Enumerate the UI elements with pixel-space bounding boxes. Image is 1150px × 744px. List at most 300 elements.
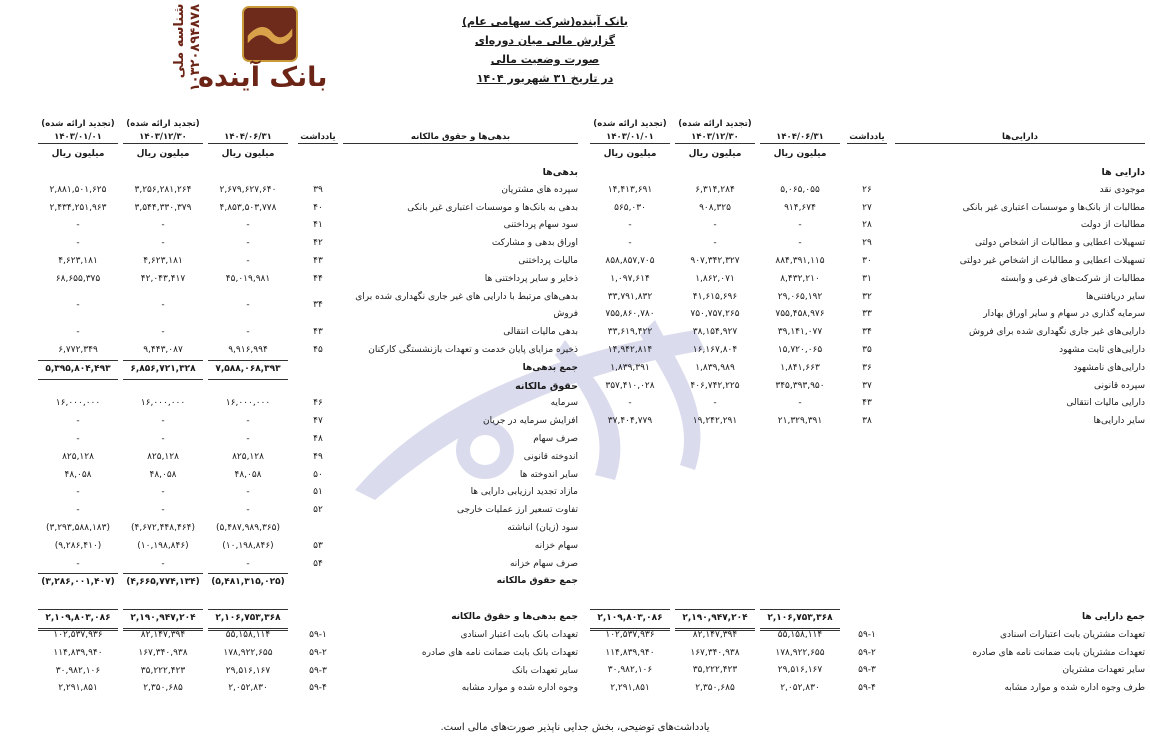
table-row [590,413,1145,431]
row-label: تعهدات بانک بابت اعتبار اسنادی [460,629,578,640]
row-value-1404-06-31: ۱۷۸,۹۲۲,۶۵۵ [775,647,825,658]
table-row [33,627,578,645]
row-value-1403-12-30: ۴۰۶,۷۴۲,۲۲۵ [690,380,740,391]
table-row [33,556,578,574]
row-note: ۵۴ [313,558,323,569]
row-value-1404-06-31: ۲۱,۳۲۹,۳۹۱ [777,416,823,427]
row-value-1403-01-01: ۵۶۵,۰۳۰ [614,202,646,213]
row-value-1403-12-30: ۱,۸۶۲,۰۷۱ [695,273,735,284]
table-row [590,378,1145,396]
row-note: ۳۷ [862,380,872,391]
row-value-1403-01-01: ۴۸,۰۵۸ [64,469,92,480]
row-label: وجوه اداره شده و موارد مشابه [461,683,578,694]
row-note: ۴۵ [313,344,323,355]
row-value-1403-01-01: - [628,398,632,409]
title-line-statement: صورت وضعیت مالی [490,53,600,66]
row-label: دارایی‌های ثابت مشهود [1059,344,1145,355]
total-label: جمع دارایی ها [1081,611,1145,622]
row-value-1403-01-01: ۳۳,۷۹۱,۸۳۲ [607,291,653,302]
footer-note: یادداشت‌های توضیحی، بخش جدایی ناپذیر صورت‌های مالی است. [440,722,710,733]
table-row [590,235,1145,253]
total-value: ۲,۱۰۹,۸۰۳,۰۸۶ [38,609,118,631]
row-value-1404-06-31: - [246,255,250,266]
row-value-1403-01-01: - [76,505,80,516]
table-row [33,253,578,271]
row-value-1404-06-31: ۵۵,۱۵۸,۱۱۴ [777,629,823,640]
row-value-1403-12-30: ۸۲,۱۴۷,۳۹۴ [692,629,738,640]
total-value: (۵,۴۸۱,۳۱۵,۰۲۵) [208,573,288,592]
row-value-1403-12-30: - [161,220,165,231]
table-row [590,627,1145,645]
row-value-1403-01-01: ۱,۰۹۷,۶۱۴ [610,273,650,284]
total-value: ۷,۵۸۸,۰۶۸,۳۹۳ [208,360,288,380]
row-label: تسهیلات اعطایی و مطالبات از اشخاص دولتی [974,238,1145,249]
row-value-1403-01-01: - [76,327,80,338]
restated-label: (تجدید ارائه شده) [593,119,667,129]
row-note: ۵۹-۱ [309,629,327,640]
row-value-1404-06-31: ۱۷۸,۹۲۲,۶۵۵ [223,647,273,658]
restated-label: (تجدید ارائه شده) [678,119,752,129]
total-value: ۲,۱۰۶,۷۵۳,۳۶۸ [208,609,288,631]
assets-table [590,116,1145,698]
row-label: اندوخته قانونی [523,451,578,462]
row-value-1403-01-01: ۲,۴۳۴,۲۵۱,۹۶۳ [49,202,107,213]
table-row [33,395,578,413]
row-note: ۴۹ [313,451,323,462]
table-row [33,449,578,467]
row-value-1403-12-30: ۱۶۷,۳۴۰,۹۳۸ [690,647,740,658]
total-label: جمع بدهی‌ها و حقوق مالکانه [451,612,578,623]
row-value-1404-06-31: (۵,۴۸۷,۹۸۹,۳۶۵) [216,522,280,533]
row-label: مطالبات از شرکت‌های فرعی و وابسته [1000,273,1145,284]
row-value-1404-06-31: ۳۴۵,۳۹۳,۹۵۰ [775,380,825,391]
table-row [590,306,1145,324]
row-value-1404-06-31: ۲۹,۰۶۵,۱۹۲ [777,291,823,302]
row-value-1403-12-30: - [713,398,717,409]
row-value-1403-01-01: ۸۲۵,۱۲۸ [62,451,94,462]
row-value-1403-12-30: - [161,433,165,444]
total-value: ۵,۳۹۵,۸۰۴,۴۹۳ [38,360,118,380]
row-label: سایر اندوخته ها [519,469,578,480]
liabilities-heading: بدهی‌ها و حقوق مالکانه [343,130,578,144]
table-row [590,182,1145,200]
row-label: سود سهام پرداختنی [503,220,578,231]
row-value-1403-12-30: - [161,416,165,427]
row-value-1403-01-01: ۲,۲۹۱,۸۵۱ [58,683,98,694]
row-value-1403-12-30: ۷۵۰,۷۵۷,۲۶۵ [690,309,740,320]
row-value-1403-01-01: - [76,558,80,569]
row-label: بدهی‌های مرتبط با دارایی های غیر جاری نگهداری شده برای فروش [355,291,578,320]
row-note: ۴۳ [313,255,323,266]
row-value-1403-12-30: ۹۰۸,۳۲۵ [699,202,731,213]
row-value-1403-12-30: ۹,۴۴۳,۰۸۷ [143,344,183,355]
table-row [33,182,578,200]
logo-wave-icon [242,6,298,62]
row-note: ۳۴ [313,299,323,310]
equity-section-title: حقوق مالکانه [515,380,578,392]
row-value-1404-06-31: - [246,487,250,498]
row-note: ۴۶ [313,398,323,409]
row-label: تعهدات مشتریان بابت اعتبارات اسنادی [999,629,1145,640]
row-label: سود (زیان) انباشته [507,522,578,533]
row-note: ۵۹-۴ [858,683,876,694]
row-value-1403-12-30: ۳۵,۲۲۲,۴۲۳ [140,665,186,676]
table-row [33,235,578,253]
row-value-1403-12-30: (۴,۶۷۲,۴۴۸,۴۶۴) [131,522,195,533]
row-value-1404-06-31: - [798,398,802,409]
row-value-1403-01-01: - [76,433,80,444]
total-label: جمع بدهی‌ها [522,362,578,373]
row-value-1404-06-31: ۴۵,۰۱۹,۹۸۱ [225,273,271,284]
date-col-3: ۱۴۰۳/۰۱/۰۱ [590,130,670,144]
row-value-1403-12-30: ۳۵,۲۲۲,۴۲۳ [692,665,738,676]
table-row [590,324,1145,342]
liabilities-equity-table [33,116,578,698]
row-label: دارایی‌های نامشهود [1073,362,1145,373]
row-value-1403-12-30: ۱۹,۲۴۲,۲۹۱ [692,416,738,427]
national-id [172,4,204,91]
row-label: دارایی مالیات انتقالی [1066,398,1145,409]
row-note: ۳۱ [862,273,872,284]
table-row [590,645,1145,663]
table-row [590,217,1145,235]
date-col-3: ۱۴۰۳/۰۱/۰۱ [38,130,118,144]
row-value-1403-01-01: - [76,238,80,249]
row-value-1404-06-31: ۳۹,۱۴۱,۰۷۷ [777,327,823,338]
row-value-1403-12-30: ۳,۵۴۴,۳۳۰,۳۷۹ [134,202,192,213]
row-value-1404-06-31: ۵,۰۶۵,۰۵۵ [780,184,820,195]
row-value-1403-01-01: ۱۶,۰۰۰,۰۰۰ [55,398,101,409]
row-label: بدهی مالیات انتقالی [503,327,578,338]
note-header: یادداشت [847,130,887,144]
row-value-1404-06-31: ۹,۹۱۶,۹۹۴ [228,344,268,355]
date-col-2: ۱۴۰۳/۱۲/۳۰ [675,130,755,144]
total-value: (۳,۲۸۶,۰۰۱,۴۰۷) [38,573,118,592]
row-value-1404-06-31: - [246,220,250,231]
row-note: ۴۳ [862,398,872,409]
unit-label: میلیون ریال [603,149,657,159]
row-value-1403-01-01: - [628,238,632,249]
table-row [33,271,578,289]
row-value-1403-01-01: - [76,487,80,498]
row-label: تعهدات بانک بابت ضمانت نامه های صادره [421,647,578,658]
date-col-2: ۱۴۰۳/۱۲/۳۰ [123,130,203,144]
row-value-1403-01-01: ۳۰,۹۸۲,۱۰۶ [607,665,653,676]
row-note: ۵۱ [313,487,323,498]
row-value-1403-01-01: - [76,299,80,310]
row-note: ۳۶ [862,362,872,373]
total-assets-row [590,609,1145,627]
row-value-1403-12-30: ۴۱,۶۱۵,۶۹۶ [692,291,738,302]
row-label: تفاوت تسعیر ارز عملیات خارجی [456,505,578,516]
row-label: موجودی نقد [1099,184,1145,195]
row-label: سایر دریافتنی‌ها [1086,291,1145,302]
date-col-1: ۱۴۰۴/۰۶/۳۱ [760,130,840,144]
row-value-1403-12-30: ۱۶,۱۶۷,۸۰۴ [692,344,738,355]
row-note: ۵۹-۴ [309,683,327,694]
table-row [590,680,1145,698]
statement-title [450,12,640,88]
total-value: ۶,۸۵۶,۷۲۱,۳۲۸ [123,360,203,380]
row-value-1403-01-01: ۶۸,۶۵۵,۳۷۵ [55,273,101,284]
row-note: ۵۹-۲ [858,647,876,658]
unit-label: میلیون ریال [688,149,742,159]
row-label: بدهی به بانک‌ها و موسسات اعتباری غیر بانکی [407,202,578,213]
row-value-1404-06-31: - [246,299,250,310]
total-liabilities-row [33,360,578,378]
row-label: مطالبات از بانک‌ها و موسسات اعتباری غیر بانکی [962,202,1145,213]
row-note: ۳۳ [862,309,872,320]
row-label: مطالبات از دولت [1080,220,1145,231]
table-row [590,342,1145,360]
row-value-1403-01-01: ۴,۶۲۳,۱۸۱ [58,255,98,266]
unit-label: میلیون ریال [136,149,190,159]
row-label: دارایی‌های غیر جاری نگهداری شده برای فروش [969,327,1145,338]
row-value-1403-01-01: ۳۳,۶۱۹,۴۲۲ [607,327,653,338]
row-value-1403-12-30: ۴,۶۲۳,۱۸۱ [143,255,183,266]
row-value-1404-06-31: ۴,۸۵۳,۵۰۳,۷۷۸ [219,202,277,213]
row-value-1403-12-30: - [161,505,165,516]
row-value-1404-06-31: - [798,220,802,231]
table-row [590,395,1145,413]
total-label: جمع حقوق مالکانه [496,576,578,587]
row-note: ۵۲ [313,505,323,516]
row-label: ذخایر و سایر پرداختنی ها [484,273,578,284]
row-value-1403-01-01: (۹,۲۸۶,۴۱۰) [54,540,102,551]
table-row [33,289,578,325]
table-row [33,645,578,663]
row-note: ۳۰ [862,255,872,266]
row-note: ۴۱ [313,220,323,231]
title-line-company: بانک آینده(شرکت سهامی عام) [462,15,628,28]
row-note: ۴۰ [313,202,323,213]
table-row [590,200,1145,218]
row-label: افزایش سرمایه در جریان [483,416,578,427]
total-value: ۲,۱۹۰,۹۴۷,۲۰۴ [675,609,755,631]
total-equity-row [33,573,578,591]
row-label: سرمایه گذاری در سهام و سایر اوراق بهادار [983,309,1145,320]
title-line-date: در تاریخ ۳۱ شهریور ۱۴۰۴ [476,72,614,85]
row-note: ۳۲ [862,291,872,302]
row-value-1403-01-01: ۱۰۲,۵۳۷,۹۳۶ [53,629,103,640]
row-label: طرف وجوه اداره شده و موارد مشابه [1004,683,1145,694]
row-value-1404-06-31: - [246,433,250,444]
restated-label: (تجدید ارائه شده) [41,119,115,129]
row-value-1403-12-30: - [161,558,165,569]
row-value-1404-06-31: ۱۶,۰۰۰,۰۰۰ [225,398,271,409]
row-note: ۳۵ [862,344,872,355]
row-label: سایر دارایی‌ها [1093,416,1145,427]
row-value-1404-06-31: ۵۵,۱۵۸,۱۱۴ [225,629,271,640]
table-row [33,484,578,502]
row-label: سپرده قانونی [1093,380,1145,391]
unit-label: میلیون ریال [221,149,275,159]
row-label: اوراق بدهی و مشارکت [491,238,578,249]
row-note: ۳۸ [862,416,872,427]
row-value-1403-12-30: ۴۲,۰۴۳,۴۱۷ [140,273,186,284]
row-value-1403-01-01: ۱۱۴,۸۳۹,۹۴۰ [605,647,655,658]
row-note: ۵۰ [313,469,323,480]
table-row [33,680,578,698]
row-note: ۲۷ [862,202,872,213]
row-value-1403-12-30: (۱۰,۱۹۸,۸۴۶) [137,540,189,551]
unit-label: میلیون ریال [773,149,827,159]
row-value-1403-01-01: ۱۴,۴۱۳,۶۹۱ [607,184,653,195]
table-row [590,662,1145,680]
row-label: صرف سهام [533,433,578,444]
row-value-1403-12-30: ۹۰۷,۳۴۲,۳۲۷ [690,255,740,266]
row-note: ۵۳ [313,540,323,551]
row-value-1404-06-31: ۲,۶۷۹,۶۲۷,۶۴۰ [219,184,277,195]
section-title: بدهی‌ها [542,167,578,178]
row-value-1404-06-31: ۱,۸۴۱,۶۶۳ [780,362,820,373]
row-value-1403-01-01: ۲,۲۹۱,۸۵۱ [610,683,650,694]
table-row [33,431,578,449]
row-value-1403-01-01: ۱,۸۳۹,۳۹۱ [610,362,650,373]
table-row [590,360,1145,378]
unit-label: میلیون ریال [51,149,105,159]
row-value-1403-12-30: ۲,۳۵۰,۶۸۵ [143,683,183,694]
row-note: ۳۹ [313,184,323,195]
row-note: ۵۹-۳ [858,665,876,676]
row-value-1404-06-31: - [246,505,250,516]
table-row [590,271,1145,289]
row-label: صرف سهام خزانه [509,558,578,569]
table-row [33,200,578,218]
row-value-1404-06-31: ۲۹,۵۱۶,۱۶۷ [225,665,271,676]
row-note: ۳۴ [862,327,872,338]
row-value-1404-06-31: ۲,۰۵۲,۸۳۰ [780,683,820,694]
row-label: ذخیره مزایای پایان خدمت و تعهدات بازنشستگی کارکنان [368,344,578,355]
row-value-1403-01-01: ۳۷,۴۰۴,۷۷۹ [607,416,653,427]
row-value-1403-12-30: - [161,238,165,249]
row-value-1403-12-30: ۱۶,۰۰۰,۰۰۰ [140,398,186,409]
row-value-1404-06-31: ۸۲۵,۱۲۸ [232,451,264,462]
row-value-1404-06-31: ۸,۴۳۲,۲۱۰ [780,273,820,284]
row-value-1404-06-31: - [246,558,250,569]
row-label: تسهیلات اعطایی و مطالبات از اشخاص غیر دولتی [959,255,1145,266]
national-id-label: شناسه ملی [172,4,187,79]
row-value-1403-01-01: ۱۱۴,۸۳۹,۹۴۰ [53,647,103,658]
row-note: ۲۶ [862,184,872,195]
row-label: تعهدات مشتریان بابت ضمانت نامه های صادره [972,647,1145,658]
row-note: ۵۹-۳ [309,665,327,676]
table-row [33,467,578,485]
table-row [33,538,578,556]
table-row [590,289,1145,307]
table-row [33,413,578,431]
total-value: ۲,۱۰۶,۷۵۳,۳۶۸ [760,609,840,631]
row-value-1404-06-31: (۱۰,۱۹۸,۸۴۶) [222,540,274,551]
row-value-1403-12-30: ۸۲۵,۱۲۸ [147,451,179,462]
row-note: ۵۹-۲ [309,647,327,658]
total-value: ۲,۱۹۰,۹۴۷,۲۰۴ [123,609,203,631]
row-value-1403-12-30: - [161,327,165,338]
national-id-value: ۱۰۳۲۰۸۹۴۸۷۸ [188,4,203,92]
row-value-1403-01-01: ۱۴,۹۴۲,۸۱۴ [607,344,653,355]
row-value-1404-06-31: - [246,416,250,427]
row-value-1403-12-30: ۱۶۷,۳۴۰,۹۳۸ [138,647,188,658]
row-value-1403-01-01: ۸۵۸,۸۵۷,۷۰۵ [605,255,655,266]
row-value-1404-06-31: ۷۵۵,۴۵۸,۹۷۶ [775,309,825,320]
row-value-1403-01-01: ۶,۷۷۲,۳۴۹ [58,344,98,355]
table-row [33,502,578,520]
row-value-1403-01-01: ۳۰,۹۸۲,۱۰۶ [55,665,101,676]
row-value-1403-01-01: ۳۵۷,۴۱۰,۰۲۸ [605,380,655,391]
row-value-1404-06-31: - [246,238,250,249]
row-label: سایر تعهدات مشتریان [1062,665,1145,676]
table-row [33,663,578,681]
row-note: ۵۹-۱ [858,629,876,640]
row-value-1403-12-30: ۴۸,۰۵۸ [149,469,177,480]
row-value-1403-01-01: - [76,416,80,427]
row-value-1403-12-30: ۳۸,۱۵۴,۹۲۷ [692,327,738,338]
table-row [33,342,578,360]
row-value-1404-06-31: ۲,۰۵۲,۸۳۰ [228,683,268,694]
row-note: ۴۸ [313,433,323,444]
row-note: ۴۲ [313,238,323,249]
row-label: سرمایه [550,398,578,409]
row-label: مالیات پرداختنی [518,255,578,266]
table-row [33,217,578,235]
row-label: سپرده های مشتریان [501,184,578,195]
row-note: ۲۸ [862,220,872,231]
row-note: ۴۷ [313,416,323,427]
row-note: ۴۳ [313,327,323,338]
table-row [33,324,578,342]
row-value-1403-12-30: ۲,۳۵۰,۶۸۵ [695,683,735,694]
table-row [33,520,578,538]
row-value-1403-12-30: ۳,۲۵۶,۲۸۱,۲۶۴ [134,184,192,195]
row-value-1403-12-30: - [713,220,717,231]
row-note: ۴۴ [313,273,323,284]
row-value-1403-12-30: - [161,487,165,498]
row-value-1404-06-31: ۴۸,۰۵۸ [234,469,262,480]
date-col-1: ۱۴۰۴/۰۶/۳۱ [208,130,288,144]
grand-total-row [33,609,578,627]
row-label: مازاد تجدید ارزیابی دارایی ها [470,487,578,498]
restated-label: (تجدید ارائه شده) [126,119,200,129]
row-value-1403-12-30: ۶,۳۱۴,۲۸۴ [695,184,735,195]
row-note: ۲۹ [862,238,872,249]
row-value-1403-01-01: - [76,220,80,231]
row-value-1403-01-01: ۲,۸۸۱,۵۰۱,۶۲۵ [49,184,107,195]
row-value-1404-06-31: ۱۵,۷۲۰,۰۶۵ [777,344,823,355]
row-value-1404-06-31: ۲۹,۵۱۶,۱۶۷ [777,665,823,676]
row-value-1404-06-31: ۹۱۴,۶۷۴ [784,202,816,213]
row-value-1403-01-01: ۷۵۵,۸۶۰,۷۸۰ [605,309,655,320]
bank-name: بانک آینده [198,62,328,93]
total-value: ۲,۱۰۹,۸۰۳,۰۸۶ [590,609,670,631]
section-title: دارایی ها [1101,167,1145,178]
row-value-1403-12-30: - [161,299,165,310]
row-value-1403-12-30: ۸۲,۱۴۷,۳۹۴ [140,629,186,640]
assets-heading: دارایی‌ها [895,130,1145,144]
total-value: (۴,۶۶۵,۷۷۴,۱۳۴) [123,573,203,592]
row-value-1404-06-31: - [798,238,802,249]
title-line-report: گزارش مالی میان دوره‌ای [474,34,616,47]
row-label: سایر تعهدات بانک [512,665,578,676]
row-value-1404-06-31: ۸۸۴,۳۹۱,۱۱۵ [775,255,825,266]
row-label: سهام خزانه [534,540,578,551]
note-header: یادداشت [298,130,338,144]
row-value-1403-12-30: - [713,238,717,249]
row-value-1403-01-01: (۳,۲۹۳,۵۸۸,۱۸۳) [46,522,110,533]
row-value-1403-01-01: ۱۰۲,۵۳۷,۹۳۶ [605,629,655,640]
row-value-1403-12-30: ۱,۸۳۹,۹۸۹ [695,362,735,373]
row-value-1404-06-31: - [246,327,250,338]
table-row [590,253,1145,271]
